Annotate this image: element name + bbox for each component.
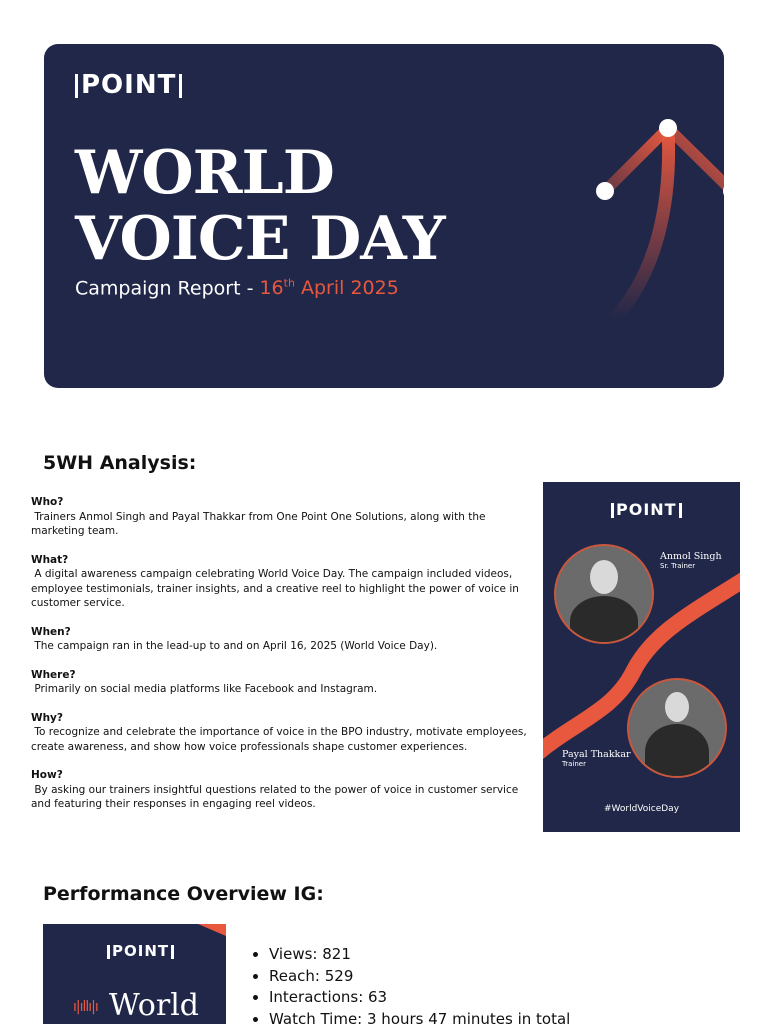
analysis-item-what: What? A digital awareness campaign celebrating World Voice Day. The campaign included videos, employee testimonials, trainer insights, and a creative reel to highlight the power of voice in customer service. <box>31 553 531 611</box>
trainer-role-payal: Trainer <box>562 760 586 768</box>
hero-title-line2: VOICE DAY <box>75 204 445 274</box>
stat-reach: • Reach: 529 <box>269 966 570 988</box>
analysis-item-who: Who? Trainers Anmol Singh and Payal Thakkar from One Point One Solutions, along with the marketing team. <box>31 495 531 539</box>
analysis-item-when: When? The campaign ran in the lead-up to and on April 16, 2025 (World Voice Day). <box>31 625 531 654</box>
trainer-photo-payal <box>627 678 727 778</box>
trainer-role-anmol: Sr. Trainer <box>660 562 695 570</box>
thumb-corner-accent <box>198 924 226 936</box>
analysis-list <box>31 495 531 826</box>
poster-hashtag: #WorldVoiceDay <box>543 804 740 814</box>
analysis-item-where: Where? Primarily on social media platforms like Facebook and Instagram. <box>31 668 531 697</box>
analysis-item-why: Why? To recognize and celebrate the importance of voice in the BPO industry, motivate employees, create awareness, and show how voice professionals shape customer experiences. <box>31 711 531 755</box>
hero-subtitle: Campaign Report - 16th April 2025 <box>75 277 399 299</box>
trainer-name-payal: Payal Thakkar <box>562 749 631 760</box>
performance-heading: Performance Overview IG: <box>43 883 324 905</box>
stat-views: • Views: 821 <box>269 944 570 966</box>
campaign-date: 16th April 2025 <box>259 277 398 299</box>
up-arrow-icon <box>544 114 724 329</box>
thumb-title: World <box>109 988 199 1023</box>
poster-logo: POINT <box>611 500 682 519</box>
poster-swoosh <box>543 482 740 832</box>
thumb-logo: POINT <box>107 942 174 960</box>
hero-banner <box>44 44 724 388</box>
reel-thumbnail <box>43 924 226 1024</box>
stat-interactions: • Interactions: 63 <box>269 987 570 1009</box>
analysis-item-how: How? By asking our trainers insightful questions related to the power of voice in customer service and featuring their responses in engaging reel videos. <box>31 768 531 812</box>
performance-stats <box>251 944 570 1030</box>
hero-title <box>75 140 445 272</box>
stat-watch-time: • Watch Time: 3 hours 47 minutes in total <box>269 1009 570 1030</box>
analysis-heading: 5WH Analysis: <box>43 452 196 474</box>
sound-wave-icon: ı|ıllı|ı <box>73 999 98 1015</box>
trainer-name-anmol: Anmol Singh <box>660 551 722 562</box>
hero-title-line1: WORLD <box>75 138 334 208</box>
company-logo: POINT <box>75 70 182 100</box>
campaign-poster <box>543 482 740 832</box>
trainer-photo-anmol <box>554 544 654 644</box>
